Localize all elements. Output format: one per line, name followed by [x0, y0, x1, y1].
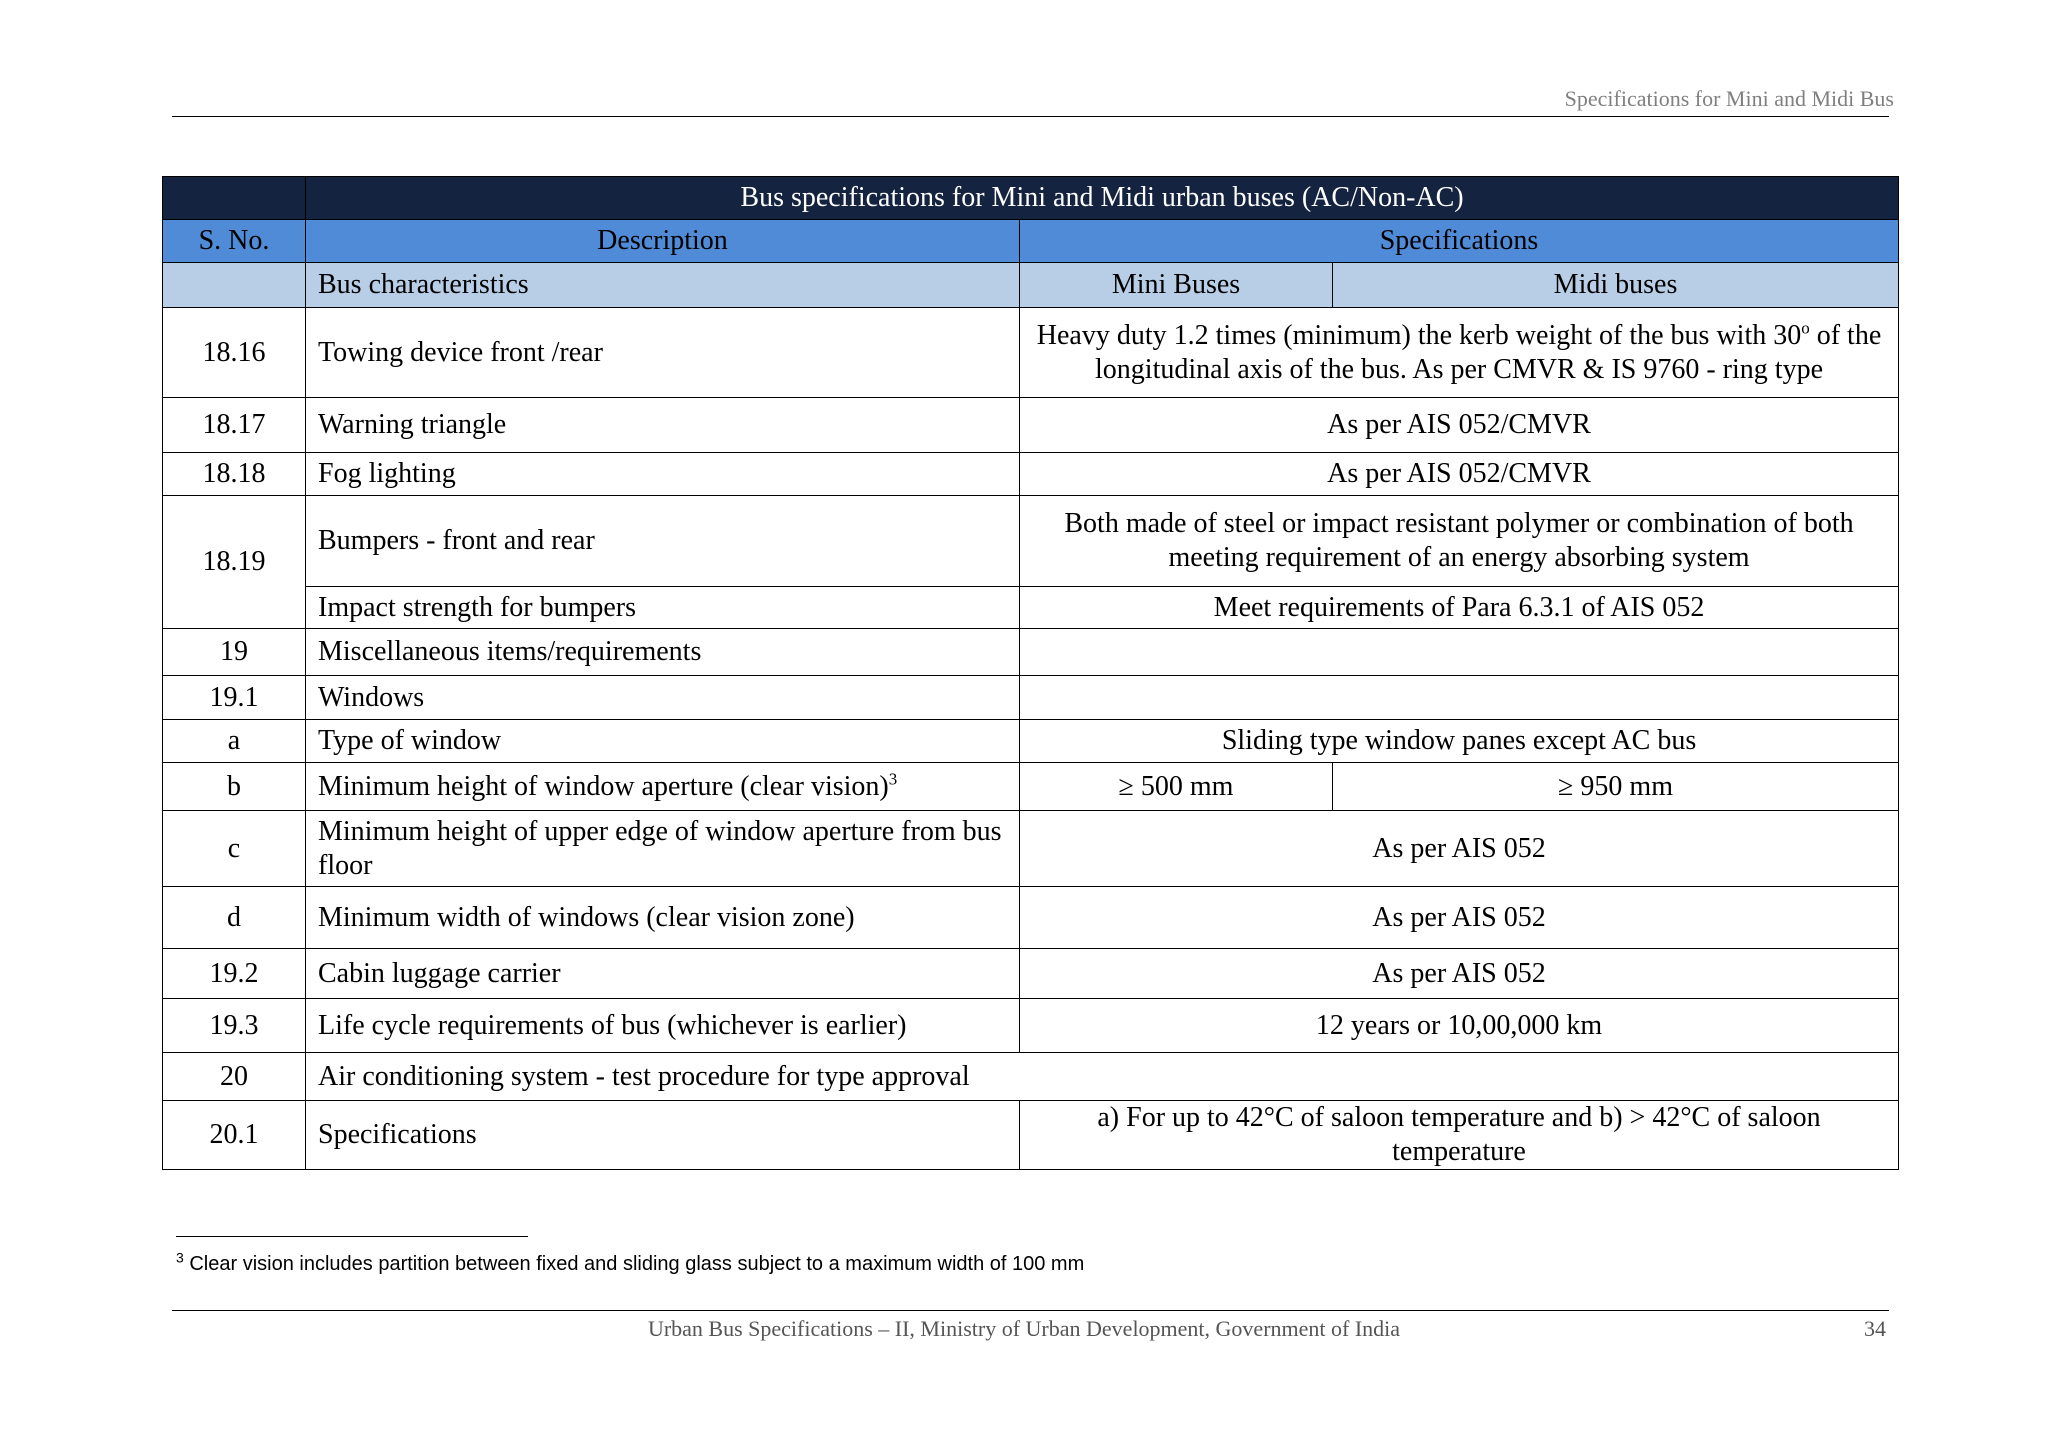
row-description: Life cycle requirements of bus (whichever is earlier) — [306, 999, 1020, 1053]
table-row — [163, 453, 1899, 496]
row-specification: As per AIS 052/CMVR — [1020, 453, 1899, 496]
footnote — [176, 1249, 1085, 1276]
page-number: 34 — [1864, 1316, 1886, 1341]
row-specification: As per AIS 052 — [1020, 949, 1899, 999]
subheader-midi: Midi buses — [1333, 263, 1899, 308]
row-specification — [1020, 308, 1899, 398]
row-sno: 19.1 — [163, 676, 306, 720]
table-row — [163, 811, 1899, 887]
footnote-marker: 3 — [888, 769, 898, 789]
table-header-row — [163, 220, 1899, 263]
row-sno: 18.16 — [163, 308, 306, 398]
table-row — [163, 629, 1899, 676]
header-sno: S. No. — [163, 220, 306, 263]
row-sno: 19.2 — [163, 949, 306, 999]
row-description — [306, 763, 1020, 811]
running-footer: Urban Bus Specifications – II, Ministry of Urban Development, Government of India — [647, 1316, 1401, 1341]
row-sno: 20 — [163, 1053, 306, 1101]
row-description: Windows — [306, 676, 1020, 720]
row-specification: As per AIS 052/CMVR — [1020, 398, 1899, 453]
description-text: Minimum height of window aperture (clear vision) — [318, 770, 889, 802]
row-specification: a) For up to 42°C of saloon temperature and b) > 42°C of saloon temperature — [1020, 1101, 1899, 1170]
row-spec-midi: ≥ 950 mm — [1333, 763, 1899, 811]
row-sno: a — [163, 720, 306, 763]
spec-text-part: Heavy duty 1.2 times (minimum) the kerb weight of the bus with 30 — [1036, 319, 1802, 351]
row-sno: 19.3 — [163, 999, 306, 1053]
footer-rule — [172, 1310, 1889, 1311]
row-description: Fog lighting — [306, 453, 1020, 496]
row-specification — [1020, 629, 1899, 676]
table-row — [163, 1053, 1899, 1101]
table-row — [163, 1101, 1899, 1170]
subheader-sno — [163, 263, 306, 308]
bus-specifications-table — [162, 176, 1899, 1170]
row-description: Air conditioning system - test procedure for type approval — [306, 1053, 1899, 1101]
row-description: Cabin luggage carrier — [306, 949, 1020, 999]
row-spec-mini: ≥ 500 mm — [1020, 763, 1333, 811]
table-title-row — [163, 177, 1899, 220]
table-row — [163, 763, 1899, 811]
row-specification: Both made of steel or impact resistant polymer or combination of both meeting requirement of an energy absorbing system — [1020, 496, 1899, 587]
subheader-mini: Mini Buses — [1020, 263, 1333, 308]
table-row — [163, 398, 1899, 453]
row-description: Towing device front /rear — [306, 308, 1020, 398]
row-description: Miscellaneous items/requirements — [306, 629, 1020, 676]
row-specification: 12 years or 10,00,000 km — [1020, 999, 1899, 1053]
row-sno: b — [163, 763, 306, 811]
header-specifications: Specifications — [1020, 220, 1899, 263]
row-specification: Meet requirements of Para 6.3.1 of AIS 052 — [1020, 587, 1899, 629]
row-sno: 20.1 — [163, 1101, 306, 1170]
table-title: Bus specifications for Mini and Midi urban buses (AC/Non-AC) — [306, 177, 1899, 220]
row-description: Impact strength for bumpers — [306, 587, 1020, 629]
table-row — [163, 496, 1899, 587]
table-row — [163, 887, 1899, 949]
table-row — [163, 308, 1899, 398]
row-sno: 18.18 — [163, 453, 306, 496]
table-row — [163, 720, 1899, 763]
table-subheader-row — [163, 263, 1899, 308]
title-empty-cell — [163, 177, 306, 220]
row-description: Type of window — [306, 720, 1020, 763]
header-rule — [172, 116, 1889, 117]
row-specification — [1020, 676, 1899, 720]
row-description: Bumpers - front and rear — [306, 496, 1020, 587]
table-row — [163, 999, 1899, 1053]
row-specification: As per AIS 052 — [1020, 887, 1899, 949]
row-description: Warning triangle — [306, 398, 1020, 453]
subheader-characteristics: Bus characteristics — [306, 263, 1020, 308]
row-sno: 18.17 — [163, 398, 306, 453]
row-sno: 19 — [163, 629, 306, 676]
degree-superscript: o — [1801, 318, 1810, 338]
row-sno: 18.19 — [163, 496, 306, 629]
row-specification: Sliding type window panes except AC bus — [1020, 720, 1899, 763]
table-row — [163, 949, 1899, 999]
row-specification: As per AIS 052 — [1020, 811, 1899, 887]
footnote-rule — [176, 1236, 528, 1237]
spec-text-part: of the longitudinal axis of the bus. As per CMVR & IS 9760 - ring type — [1095, 319, 1882, 385]
table-row — [163, 587, 1899, 629]
header-description: Description — [306, 220, 1020, 263]
table-row — [163, 676, 1899, 720]
footnote-number: 3 — [176, 1249, 184, 1266]
row-description: Minimum height of upper edge of window aperture from bus floor — [306, 811, 1020, 887]
row-sno: c — [163, 811, 306, 887]
footnote-text: Clear vision includes partition between fixed and sliding glass subject to a maximum width of 100 mm — [189, 1253, 1085, 1275]
row-description: Specifications — [306, 1101, 1020, 1170]
row-description: Minimum width of windows (clear vision zone) — [306, 887, 1020, 949]
row-sno: d — [163, 887, 306, 949]
running-header: Specifications for Mini and Midi Bus — [1564, 86, 1894, 111]
